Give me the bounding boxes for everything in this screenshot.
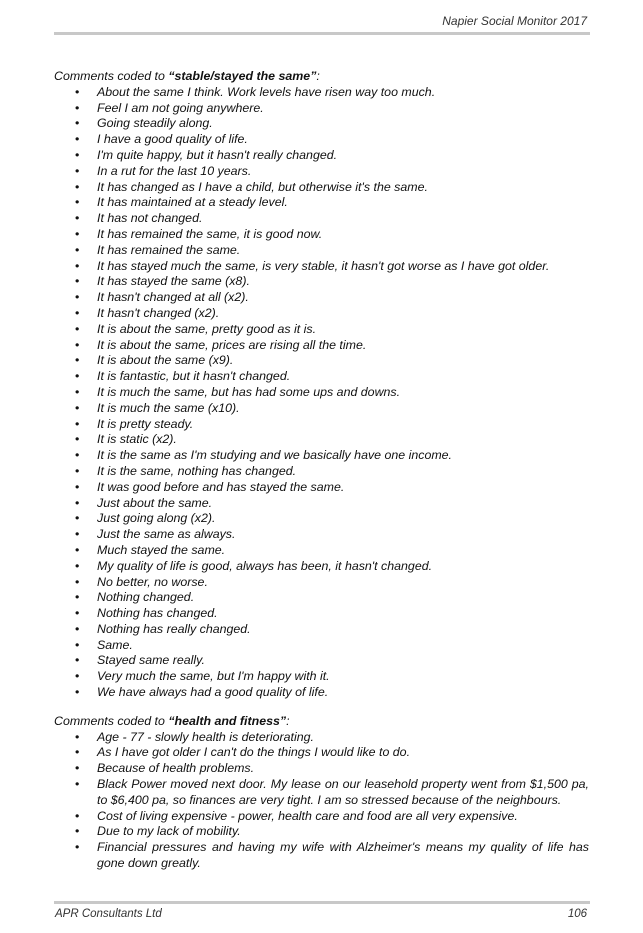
list-item: • It is static (x2). [54,432,589,448]
list-item: • Same. [54,638,589,654]
list-item: • No better, no worse. [54,575,589,591]
section-heading-category: “health and fitness” [168,713,287,728]
section-heading-suffix: : [316,69,320,83]
list-item: • It is about the same, prices are rising all the time. [54,338,589,354]
list-item: • It is about the same (x9). [54,353,589,369]
list-item: • It was good before and has stayed the same. [54,480,589,496]
list-item: • I'm quite happy, but it hasn't really changed. [54,148,589,164]
list-item: • It is the same, nothing has changed. [54,464,589,480]
list-item: • Because of health problems. [54,761,589,777]
list-item: • My quality of life is good, always has been, it hasn't changed. [54,559,589,575]
list-item: • Very much the same, but I'm happy with it. [54,669,589,685]
section-heading-prefix: Comments coded to [54,713,169,728]
comment-list [54,730,589,872]
list-item: • It hasn't changed at all (x2). [54,290,589,306]
list-item: • Due to my lack of mobility. [54,824,589,840]
footer-page-number: 106 [567,908,587,920]
list-item: • It is the same as I'm studying and we basically have one income. [54,448,589,464]
list-item: • Nothing has changed. [54,606,589,622]
section-heading [54,714,589,730]
list-item: • It has remained the same, it is good now. [54,227,589,243]
comment-section [54,714,589,872]
comment-list [54,85,589,701]
section-heading-suffix: : [286,713,290,728]
list-item: • It hasn't changed (x2). [54,306,589,322]
list-item: • It is about the same, pretty good as it is. [54,322,589,338]
list-item: • Nothing has really changed. [54,622,589,638]
footer-divider [54,901,590,904]
list-item: • Just going along (x2). [54,511,589,527]
list-item: • Just about the same. [54,496,589,512]
list-item: • It is much the same, but has had some ups and downs. [54,385,589,401]
section-heading-category: “stable/stayed the same” [168,69,317,83]
footer-company: APR Consultants Ltd [55,908,162,920]
list-item: • It is fantastic, but it hasn't changed. [54,369,589,385]
comment-section [54,69,589,701]
list-item: • Much stayed the same. [54,543,589,559]
list-item: • Age - 77 - slowly health is deteriorating. [54,730,589,746]
list-item: • It has stayed the same (x8). [54,274,589,290]
list-item: • Black Power moved next door. My lease on our leasehold property went from $1,500 pa, to $6,400 pa, so finances are very tight. I am so stressed because of the neighbours. [54,777,589,809]
page-header-title: Napier Social Monitor 2017 [442,14,587,28]
list-item: • It has changed as I have a child, but otherwise it's the same. [54,180,589,196]
list-item: • It is pretty steady. [54,417,589,433]
list-item: • I have a good quality of life. [54,132,589,148]
section-heading-prefix: Comments coded to [54,69,169,83]
list-item: • It has remained the same. [54,243,589,259]
header-divider [54,32,590,35]
list-item: • It has not changed. [54,211,589,227]
section-heading [54,69,589,85]
list-item: • Stayed same really. [54,653,589,669]
list-item: • It has stayed much the same, is very stable, it hasn't got worse as I have got older. [54,259,589,275]
list-item: • It has maintained at a steady level. [54,195,589,211]
list-item: • We have always had a good quality of life. [54,685,589,701]
list-item: • It is much the same (x10). [54,401,589,417]
list-item: • Going steadily along. [54,116,589,132]
list-item: • Nothing changed. [54,590,589,606]
list-item: • About the same I think. Work levels have risen way too much. [54,85,589,101]
document-body [54,69,589,872]
list-item: • Financial pressures and having my wife with Alzheimer's means my quality of life has gone down greatly. [54,840,589,872]
list-item: • Just the same as always. [54,527,589,543]
list-item: • Feel I am not going anywhere. [54,101,589,117]
list-item: • Cost of living expensive - power, health care and food are all very expensive. [54,809,589,825]
list-item: • In a rut for the last 10 years. [54,164,589,180]
list-item: • As I have got older I can't do the things I would like to do. [54,745,589,761]
